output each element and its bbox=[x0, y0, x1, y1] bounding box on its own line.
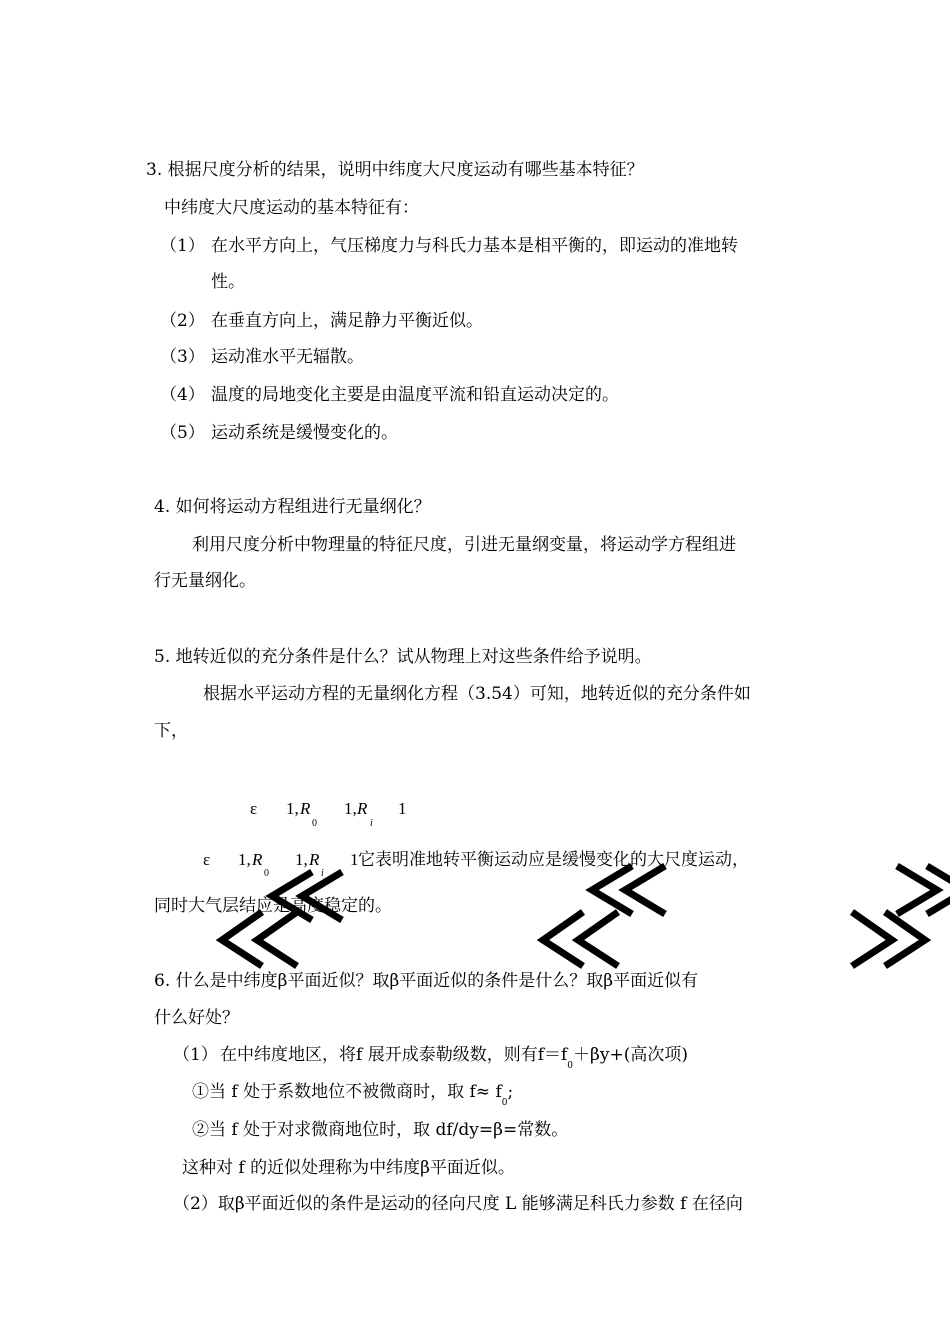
much-less-than-glyph-1 bbox=[272, 872, 342, 920]
formula-one-b: 1, bbox=[344, 799, 357, 818]
much-less-than-glyph-4 bbox=[543, 912, 618, 966]
inline-epsilon: ε bbox=[203, 850, 211, 869]
formula-sub-0: 0 bbox=[312, 818, 317, 829]
q6-question-line-2: 什么好处？ bbox=[154, 1008, 239, 1028]
much-less-than-glyph-2 bbox=[222, 912, 297, 966]
q6-item-1-number: （1） bbox=[173, 1045, 218, 1065]
q3-item-1-text: 在水平方向上，气压梯度力与科氏力基本是相平衡的，即运动的准地转 bbox=[211, 236, 738, 256]
q6-item-1-main: 在中纬度地区，将f 展开成泰勒级数，则有f＝f bbox=[220, 1045, 568, 1065]
q3-question: 3. 根据尺度分析的结果，说明中纬度大尺度运动有哪些基本特征？ bbox=[146, 160, 644, 180]
inline-richardson: R bbox=[309, 850, 320, 869]
q6-item-2: （2）取β平面近似的条件是运动的径向尺度 L 能够满足科氏力参数 f 在径向 bbox=[173, 1194, 743, 1214]
q5-explain-line-2: 同时大气层结应是高度稳定的。 bbox=[154, 896, 392, 916]
inline-sub-i: i bbox=[321, 868, 324, 879]
formula-one-end: 1 bbox=[398, 799, 407, 818]
q6-summary: 这种对 f 的近似处理称为中纬度β平面近似。 bbox=[182, 1158, 515, 1178]
inline-rossby: R bbox=[252, 850, 263, 869]
q4-answer-line-2: 行无量纲化。 bbox=[154, 571, 256, 591]
much-less-than-glyph-3 bbox=[592, 866, 665, 914]
q3-item-2-number: （2） bbox=[160, 311, 205, 331]
q3-item-4-number: （4） bbox=[160, 385, 205, 405]
inline-one-a: 1, bbox=[238, 850, 251, 869]
formula-sub-i: i bbox=[370, 818, 373, 829]
q3-item-1-number: （1） bbox=[160, 236, 205, 256]
q3-intro: 中纬度大尺度运动的基本特征有： bbox=[164, 198, 419, 218]
q6-sub-1-tail: ; bbox=[507, 1082, 514, 1102]
inline-one-b: 1, bbox=[295, 850, 308, 869]
formula-one-a: 1, bbox=[286, 799, 299, 818]
formula-richardson: R bbox=[357, 799, 368, 818]
q6-sub-1-main: ①当 f 处于系数地位不被微商时，取 f≈ f bbox=[192, 1082, 502, 1102]
q6-sub-1-sub: 0 bbox=[501, 1098, 508, 1108]
formula-epsilon: ε bbox=[250, 799, 258, 818]
q5-explain: 它表明准地转平衡运动应是缓慢变化的大尺度运动， bbox=[358, 850, 749, 870]
much-greater-than-glyph-1 bbox=[897, 866, 950, 914]
formula-rossby: R bbox=[300, 799, 311, 818]
inline-sub-0: 0 bbox=[264, 868, 269, 879]
q5-answer-line-1: 根据水平运动方程的无量纲化方程（3.54）可知，地转近似的充分条件如 bbox=[203, 684, 751, 704]
much-greater-than-glyph-2 bbox=[852, 912, 925, 966]
q6-item-1-text bbox=[220, 1044, 688, 1077]
q3-item-3-text: 运动准水平无辐散。 bbox=[211, 347, 364, 367]
q3-item-4-text: 温度的局地变化主要是由温度平流和铅直运动决定的。 bbox=[211, 385, 619, 405]
q6-item-1-tail: ＋βy+(高次项) bbox=[573, 1045, 688, 1065]
q5-answer-line-2: 下， bbox=[154, 721, 188, 741]
inline-one-end: 1 bbox=[350, 850, 359, 869]
q5-question: 5. 地转近似的充分条件是什么？试从物理上对这些条件给予说明。 bbox=[154, 647, 652, 667]
q6-item-1-sub: 0 bbox=[567, 1061, 574, 1071]
q3-item-5-text: 运动系统是缓慢变化的。 bbox=[211, 423, 398, 443]
q3-item-3-number: （3） bbox=[160, 347, 205, 367]
q3-item-1-continuation: 性。 bbox=[211, 272, 245, 292]
q6-question-line-1: 6. 什么是中纬度β平面近似？取β平面近似的条件是什么？取β平面近似有 bbox=[154, 971, 699, 991]
q4-question: 4. 如何将运动方程组进行无量纲化？ bbox=[154, 497, 431, 517]
q3-item-5-number: （5） bbox=[160, 423, 205, 443]
q3-item-2-text: 在垂直方向上，满足静力平衡近似。 bbox=[211, 311, 483, 331]
q4-answer-line-1: 利用尺度分析中物理量的特征尺度，引进无量纲变量，将运动学方程组进 bbox=[192, 535, 736, 555]
q6-sub-2: ②当 f 处于对求微商地位时，取 df/dy=β=常数。 bbox=[192, 1120, 569, 1140]
q6-sub-1 bbox=[192, 1081, 513, 1114]
